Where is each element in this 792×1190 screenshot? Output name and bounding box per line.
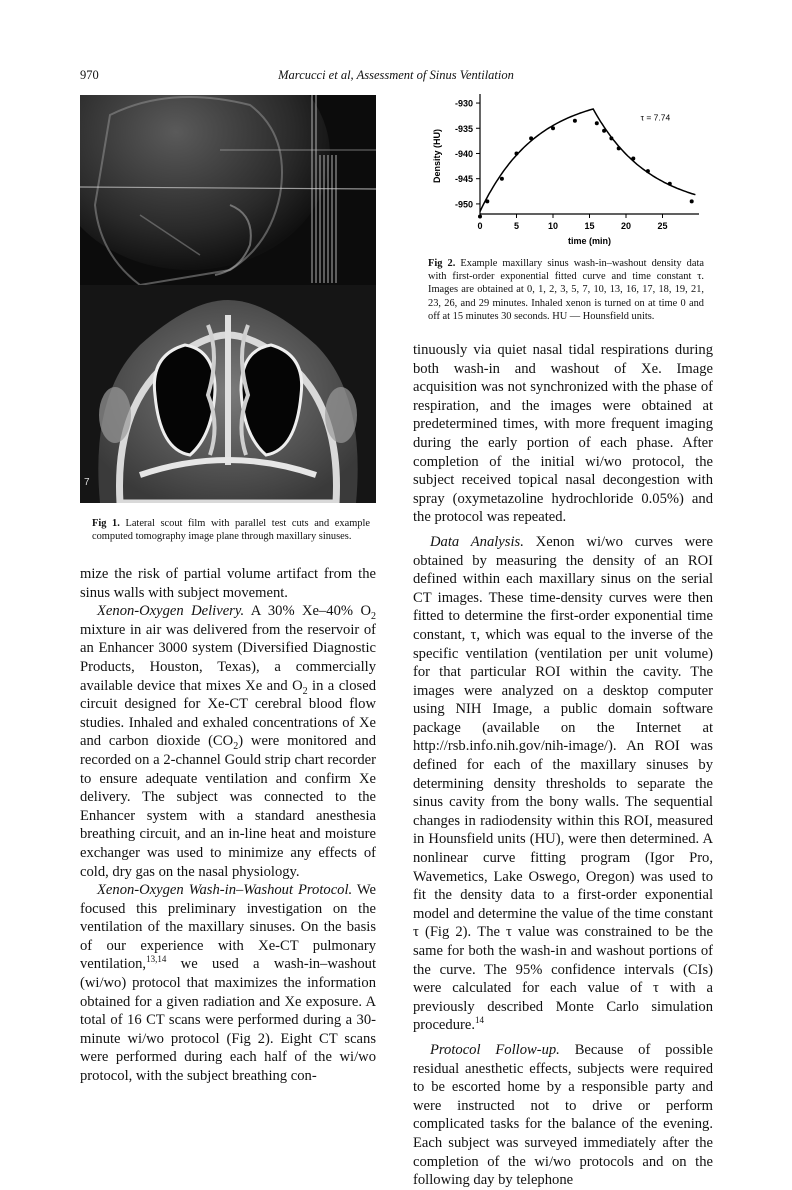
page-number: 970 [80, 68, 99, 82]
tau-annotation: τ = 7.74 [640, 112, 671, 123]
x-tick-label: 15 [584, 221, 595, 231]
figure2-caption-label: Fig 2. [428, 258, 456, 269]
citation-superscript: 14 [475, 1015, 484, 1026]
data-point [573, 119, 577, 123]
left-p3-text-a: We focused this preliminary investigation on the ventilation of the maxillary sinuses. On the basis of our experience with Xe-CT pulmonary ventilation, [80, 882, 376, 973]
subscript: 2 [371, 611, 376, 623]
right-column [413, 341, 713, 1190]
figure1-overlay-label: 7 [84, 477, 90, 488]
left-paragraph-2 [80, 602, 376, 881]
left-paragraph-1: mize the risk of partial volume artifact from the sinus walls with subject movement. [80, 566, 376, 601]
right-paragraph-1: tinuously via quiet nasal tidal respirations during both wash-in and washout of Xe. Image acquisition was not synchronized with the phase of respiration, and the images were obtained at predetermined times, with more frequent imaging during the early portion of each phase. After completion of the initial wi/wo protocol, the subject received topical nasal decongestion with spray (oxymetazoline hydrochloride 0.05%) and the protocol was repeated. [413, 342, 713, 526]
data-point [551, 126, 555, 130]
data-point [515, 151, 519, 155]
xenon-delivery-heading: Xenon-Oxygen Delivery. [97, 603, 245, 620]
data-point [617, 146, 621, 150]
x-tick-label: 0 [477, 221, 483, 231]
figure1-caption [92, 517, 370, 543]
subscript: 2 [302, 685, 308, 697]
figure1-caption-label: Fig 1. [92, 518, 120, 529]
data-point [500, 177, 504, 181]
y-axis-label: Density (HU) [432, 128, 442, 184]
x-tick-label: 5 [513, 221, 520, 231]
y-tick-label: -945 [454, 174, 473, 185]
figure2-chart [424, 90, 714, 250]
figure1-drawing [80, 95, 376, 503]
data-point [609, 136, 613, 140]
left-p2-text-b: mixture in air was delivered from the reservoir of an Enhancer 3000 system (Diversified Diagnostic Products, Houston, Texas), a commercially available device that mixes Xe and O [80, 621, 376, 694]
data-point [690, 199, 694, 203]
data-point [631, 157, 635, 161]
left-paragraph-3 [80, 881, 376, 1086]
figure2-caption-text: Example maxillary sinus wash-in–washout density data with first-order exponential fitted curve and time constant τ. Images are obtained at 0, 1, 2, 3, 5, 7, 10, 13, 16, 17, 18, 19, 21, 23, 26, and 29 minutes. Inhaled xenon is turned on at time 0 and off at 15 minutes 30 seconds. HU — Hounsfield units. [428, 258, 704, 322]
y-tick-label: -935 [454, 123, 473, 134]
data-point [529, 136, 533, 140]
left-column [80, 565, 376, 1086]
data-point [478, 215, 482, 219]
data-point [646, 169, 650, 173]
citation-superscript: 13,14 [146, 954, 167, 965]
figure1-image [80, 95, 376, 503]
x-tick-label: 10 [547, 221, 559, 231]
data-point [602, 129, 606, 133]
protocol-followup-heading: Protocol Follow-up. [430, 1041, 560, 1058]
data-point [595, 121, 599, 125]
data-point [668, 182, 672, 186]
y-tick-label: -940 [454, 148, 473, 159]
left-p2-text-d: ) were monitored and recorded on a 2-channel Gould strip chart recorder to ensure adequate ventilation and confirm Xe delivery. The subject was connected to the Enhancer system with a standard anesthesia breathing circuit, and an in-line heat and moisture exchanger was used to minimize any effects of cold, dry gas on the nasal physiology. [80, 733, 376, 880]
y-tick-label: -930 [454, 98, 473, 109]
figure1-caption-text: Lateral scout film with parallel test cuts and example computed tomography image plane through maxillary sinuses. [92, 518, 371, 543]
right-paragraph-3 [413, 1041, 713, 1190]
figure2-caption [428, 257, 704, 323]
x-tick-label: 20 [620, 221, 632, 231]
data-point [485, 199, 489, 203]
right-p2-text-a: Xenon wi/wo curves were obtained by measuring the density of an ROI defined within each maxillary sinus on the serial CT images. These time-density curves were then fitted to determine the first-order exponential time constant, τ, which was equal to the inverse of the specific ventilation (ventilation per unit volume) for that particular ROI within the cavity. The images were analyzed on a desktop computer using NIH Image, a public domain software package (available on the Internet at http://rsb.info.nih.gov/nih-image/). An ROI was defined for each of the maxillary sinuses by determining density thresholds to separate the sinus cavity from the bony walls. The sequential changes in radiodensity within this ROI, measured in Hounsfield units (HU), were then determined. A nonlinear curve fitting program (Igor Pro, Wavemetics, Lake Oswego, Oregon) was used to fit the density data to a first-order exponential model and determine the value of the time constant τ (Fig 2). The τ value was constrained to be the same for both the wash-in and washout portions of the curve. The 95% confidence intervals (CIs) were calculated for each value of τ with a previously described Monte Carlo simulation procedure. [413, 533, 713, 1034]
y-tick-label: -950 [454, 199, 473, 210]
running-title: Marcucci et al, Assessment of Sinus Ventilation [278, 68, 514, 82]
data-analysis-heading: Data Analysis. [430, 533, 524, 550]
wash-protocol-heading: Xenon-Oxygen Wash-in–Washout Protocol. [97, 882, 353, 899]
right-paragraph-2 [413, 533, 713, 1035]
left-p3-text-b: we used a wash-in–washout (wi/wo) protocol that maximizes the information obtained for a given radiation and Xe exposure. A total of 16 CT scans were performed during a 30-minute wi/wo protocol (Fig 2). Eight CT scans were performed during each half of the wi/wo protocol, with the subject breathing con- [80, 956, 376, 1085]
left-p2-text-c: in a closed circuit designed for Xe-CT cerebral blood flow studies. Inhaled and exhaled concentrations of Xe and carbon dioxide (CO [80, 677, 376, 750]
x-axis-label: time (min) [567, 236, 612, 246]
left-p2-text-a: A 30% Xe–40% O [244, 603, 371, 620]
right-p3-text-a: Because of possible residual anesthetic effects, subjects were required to be escorted home by a responsible party and were instructed not to drive or perform complicated tasks for the balance of the evening. Each subject was surveyed immediately after the completion of the wi/wo protocols and on the following day by telephone [413, 1041, 713, 1189]
x-tick-label: 25 [657, 221, 668, 231]
subscript: 2 [233, 741, 239, 753]
fitted-curve [480, 109, 695, 212]
